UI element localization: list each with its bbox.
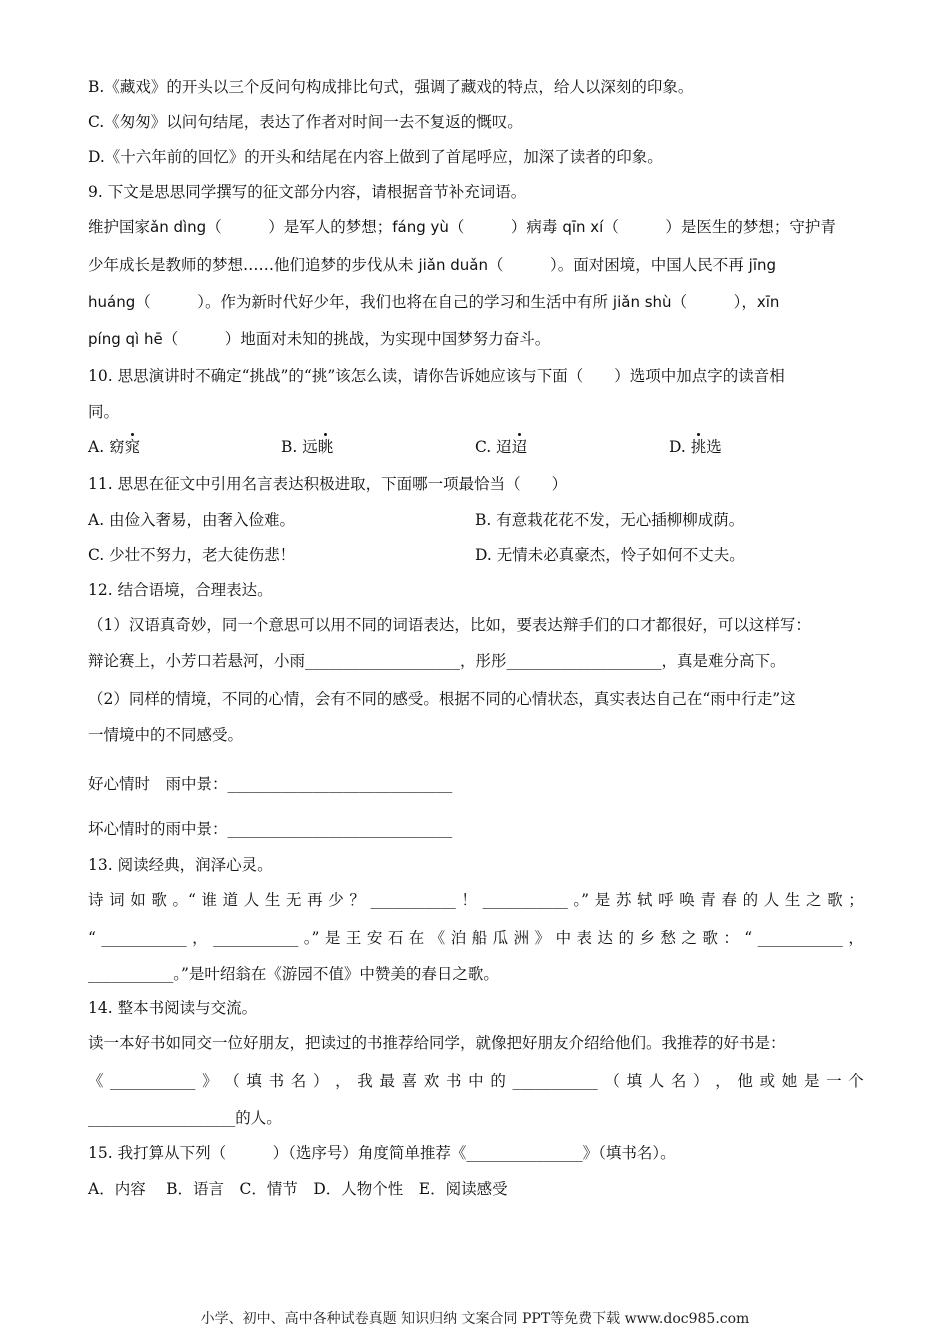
q10-line-2: 同。	[88, 403, 120, 421]
q15-options: A．内容 B．语言 C．情节 D．人物个性 E．阅读感受	[88, 1180, 508, 1198]
q9-line-3: huáng（ ）。作为新时代好少年，我们也将在自己的学习和生活中有所 jiǎn shù（ ），xīn	[88, 293, 780, 311]
q14-line-3: ___________________的人。	[88, 1109, 282, 1127]
q9-title: 9. 下文是思思同学撰写的征文部分内容，请根据音节补充词语。	[88, 183, 527, 201]
q9-line-2: 少年成长是教师的梦想……他们追梦的步伐从未 jiǎn duǎn（ ）。面对困境，中国人民不再 jīng	[88, 256, 777, 274]
q14-line-1: 读一本好书如同交一位好朋友，把读过的书推荐给同学，就像把好朋友介绍给他们。我推荐的好书是：	[88, 1034, 786, 1052]
q8-option-c: C.《匆匆》以问句结尾，表达了作者对时间一去不复返的慨叹。	[88, 113, 523, 131]
q13-line-1: 诗 词 如 歌 。“ 谁 道 人 生 无 再 少 ？ ___________ ！ ___________ 。” 是 苏 轼 呼 唤 青 春 的 人 生 之 歌 ；	[88, 891, 864, 909]
q12-bad-mood: 坏心情时的雨中景：_____________________________	[88, 820, 453, 838]
page-footer: 小学、初中、高中各种试卷真题 知识归纳 文案合同 PPT等免费下载 www.doc985.com	[200, 1311, 750, 1327]
pinyin-jian-duan: jiǎn duǎn	[418, 256, 488, 274]
pinyin-jian-shu: jiǎn shù	[612, 293, 672, 311]
q12-part1-line2: 辩论赛上，小芳口若悬河，小雨____________________，彤彤____________________，真是难分高下。	[88, 652, 786, 670]
q11-option-a: A. 由俭入奢易，由奢入俭难。	[88, 511, 296, 529]
q13-line-2: “ ___________ ， ___________ 。” 是 王 安 石 在 《 泊 船 瓜 洲 》 中 表 达 的 乡 愁 之 歌 ： “ ___________ ，	[88, 929, 864, 947]
q12-good-mood: 好心情时 雨中景：_____________________________	[88, 775, 453, 793]
q15-title: 15. 我打算从下列（ ）（选序号）角度简单推荐《_______________》（填书名）。	[88, 1144, 676, 1162]
pinyin-xin: xīn	[756, 293, 780, 311]
q14-line-2: 《 ___________ 》 （ 填 书 名 ） ， 我 最 喜 欢 书 中 的 ___________ （ 填 人 名 ） ， 他 或 她 是 一 个	[88, 1072, 864, 1090]
q10-line-1: 10. 思思演讲时不确定“挑战”的“挑”该怎么读，请你告诉她应该与下面（ ）选项中加点字的读音相	[88, 367, 785, 385]
q12-part1-line1: （1）汉语真奇妙，同一个意思可以用不同的词语表达，比如，要表达辩手们的口才都很好，可以这样写：	[88, 616, 811, 634]
pinyin-fang-yu: fáng yù	[392, 218, 449, 236]
q11-option-d: D. 无情未必真豪杰，怜子如何不丈夫。	[475, 546, 745, 564]
q13-title: 13. 阅读经典，润泽心灵。	[88, 856, 273, 874]
q12-part2-line2: 一情境中的不同感受。	[88, 726, 244, 744]
q10-option-b: B. 远眺	[281, 438, 334, 456]
q9-line-1: 维护国家ǎn dìng（ ）是军人的梦想；fáng yù（ ）病毒 qīn xí（ ）是医生的梦想；守护青	[88, 218, 836, 236]
q9-line-4: píng qì hē（ ）地面对未知的挑战，为实现中国梦努力奋斗。	[88, 330, 551, 348]
q12-title: 12. 结合语境，合理表达。	[88, 581, 273, 599]
q8-option-b: B.《藏戏》的开头以三个反问句构成排比句式，强调了藏戏的特点，给人以深刻的印象。	[88, 78, 694, 96]
q14-title: 14. 整本书阅读与交流。	[88, 999, 258, 1017]
pinyin-an-ding: ǎn dìng	[150, 218, 207, 236]
q11-title: 11. 思思在征文中引用名言表达积极进取，下面哪一项最恰当（ ）	[88, 475, 568, 493]
q8-option-d: D.《十六年前的回忆》的开头和结尾在内容上做到了首尾呼应，加深了读者的印象。	[88, 148, 663, 166]
pinyin-ping-qi-he: píng qì hē	[88, 330, 163, 348]
pinyin-huang: huáng	[88, 293, 136, 311]
q12-part2-line1: （2）同样的情境，不同的心情，会有不同的感受。根据不同的心情状态，真实表达自己在“雨中行走”这	[88, 690, 796, 708]
q11-option-c: C. 少壮不努力，老大徒伤悲！	[88, 546, 296, 564]
q11-option-b: B. 有意栽花花不发，无心插柳柳成荫。	[475, 511, 745, 529]
pinyin-jing: jīng	[748, 256, 777, 274]
q10-option-a: A. 窈窕	[88, 438, 141, 456]
q10-option-d: D. 挑选	[669, 438, 722, 456]
q13-line-3: ___________。”是叶绍翁在《游园不值》中赞美的春日之歌。	[88, 965, 499, 983]
q10-option-c: C. 迢迢	[475, 438, 528, 456]
pinyin-qin-xi: qīn xí	[562, 218, 604, 236]
